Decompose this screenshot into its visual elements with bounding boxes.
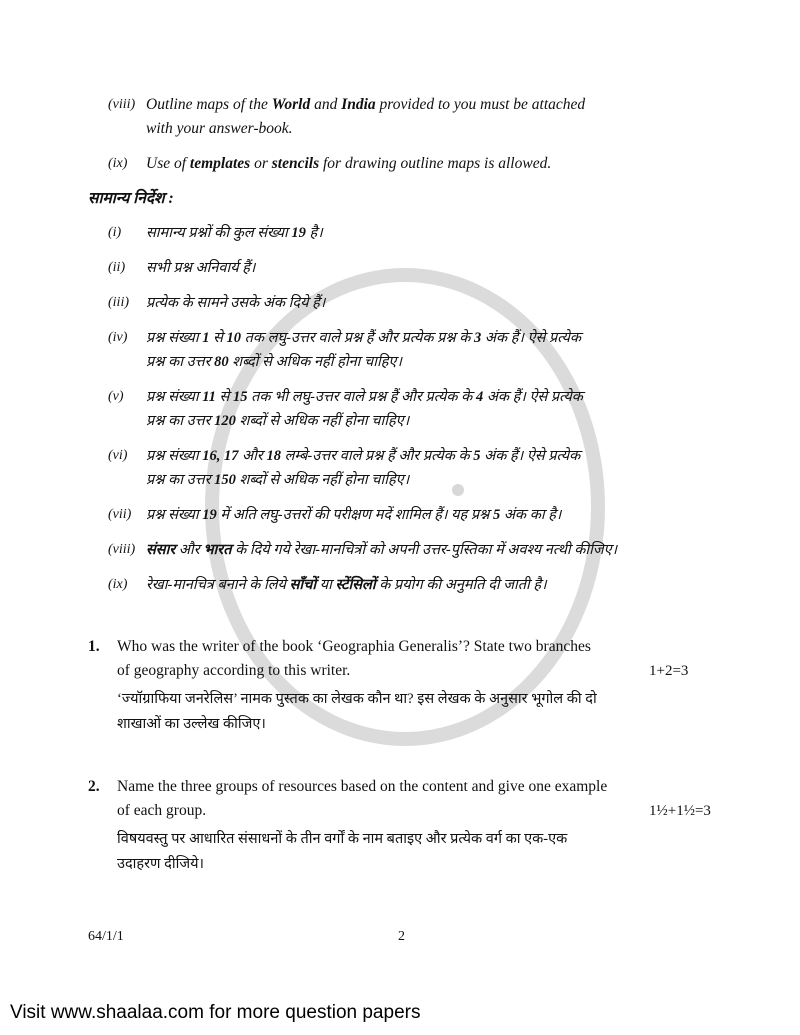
instruction-line: [146, 444, 646, 468]
bold-text: भारत: [203, 542, 232, 558]
instruction-label: (v): [108, 389, 124, 404]
text-segment: रेखा-मानचित्र बनाने के लिये: [146, 577, 290, 593]
instruction-label: (iv): [108, 330, 128, 345]
text-segment: or: [250, 155, 272, 172]
text-segment: Use of: [146, 155, 190, 172]
instruction-item: [108, 256, 728, 280]
bold-text: 11: [202, 389, 216, 405]
question-english: [117, 775, 711, 823]
instruction-line: [146, 221, 646, 245]
text-segment: अंक हैं। ऐसे प्रत्येक: [480, 448, 581, 464]
text-segment: प्रश्न संख्या: [146, 507, 203, 523]
instruction-line: [146, 409, 646, 433]
instruction-label: (viii): [108, 542, 136, 557]
question-marks: 1+2=3: [649, 663, 689, 679]
question-item: [88, 775, 728, 877]
hindi-heading: सामान्य निर्देश :: [88, 190, 174, 207]
text-segment: with your answer-book.: [146, 120, 293, 137]
question-text-hi: विषयवस्तु पर आधारित संसाधनों के तीन वर्गों के नाम बताइए और प्रत्येक वर्ग का एक-एक: [117, 831, 568, 847]
instruction-line: [146, 117, 646, 141]
question-text-hi: उदाहरण दीजिये।: [117, 856, 205, 872]
instruction-item: [108, 291, 728, 315]
instruction-line: [146, 503, 646, 527]
text-segment: लम्बे-उत्तर वाले प्रश्न हैं और प्रत्येक के: [280, 448, 474, 464]
instruction-line: [146, 468, 646, 492]
question-hindi: [117, 827, 711, 877]
text-segment: शब्दों से अधिक नहीं होना चाहिए।: [228, 354, 402, 370]
bold-text: 10: [226, 330, 242, 346]
instruction-line: [146, 350, 646, 374]
questions: [88, 635, 728, 877]
text-segment: सभी प्रश्न अनिवार्य हैं।: [146, 260, 256, 276]
question-hindi: [117, 687, 688, 737]
text-segment: तक भी लघु-उत्तर वाले प्रश्न हैं और प्रत्येक के: [247, 389, 476, 405]
text-segment: प्रत्येक के सामने उसके अंक दिये हैं।: [146, 295, 326, 311]
text-segment: अंक का है।: [500, 507, 562, 523]
bold-text: 19: [202, 507, 217, 523]
text-segment: तक लघु-उत्तर वाले प्रश्न हैं और प्रत्येक प्रश्न के: [241, 330, 475, 346]
text-segment: शब्दों से अधिक नहीं होना चाहिए।: [235, 472, 410, 488]
question-text-en: Name the three groups of resources based on the content and give one example: [117, 778, 608, 795]
question-body: [117, 635, 688, 737]
instruction-line: [146, 538, 646, 562]
instruction-item: [108, 326, 728, 374]
instruction-label: (ix): [108, 577, 128, 592]
instruction-line: [146, 256, 646, 280]
bold-text: 5: [473, 448, 481, 464]
bold-text: 16, 17: [202, 448, 239, 464]
instruction-line: [146, 385, 646, 409]
bold-text: 4: [475, 389, 484, 405]
bold-text: 120: [214, 413, 236, 429]
text-segment: से: [209, 330, 227, 346]
instruction-text: [146, 503, 646, 527]
instruction-text: [146, 256, 646, 280]
text-segment: अंक हैं। ऐसे प्रत्येक: [483, 389, 583, 405]
instruction-line: [146, 93, 646, 117]
text-segment: में अति लघु-उत्तरों की परीक्षण मदें शामिल हैं। यह प्रश्न: [216, 507, 493, 523]
question-text-en: Who was the writer of the book ‘Geographia Generalis’? State two branches: [117, 638, 591, 655]
instruction-text: [146, 93, 646, 141]
instruction-label: (vii): [108, 507, 132, 522]
question-number: 1.: [88, 638, 100, 655]
text-segment: से: [215, 389, 233, 405]
text-segment: प्रश्न का उत्तर: [146, 354, 215, 370]
text-segment: provided to you must be attached: [375, 96, 586, 113]
question-text-hi: ‘ज्यॉग्राफिया जनरेलिस’ नामक पुस्तक का लेखक कौन था? इस लेखक के अनुसार भूगोल की दो: [117, 691, 597, 707]
instruction-label: (i): [108, 225, 122, 240]
question-marks: 1½+1½=3: [649, 803, 711, 819]
text-segment: Outline maps of the: [146, 96, 272, 113]
footer: [88, 927, 728, 947]
instruction-item: [108, 221, 728, 245]
question-english-lines: [117, 635, 637, 683]
bold-text: स्टेंसिलों: [335, 577, 376, 593]
bold-text: साँचों: [289, 577, 317, 593]
hindi-instructions: [88, 221, 728, 597]
instruction-line: [146, 291, 646, 315]
text-segment: के दिये गये रेखा-मानचित्रों को अपनी उत्तर-पुस्तिका में अवश्य नत्थी कीजिए।: [231, 542, 618, 558]
instruction-line: [146, 152, 646, 176]
instruction-text: [146, 538, 646, 562]
instruction-item: [108, 503, 728, 527]
text-segment: और: [175, 542, 204, 558]
bold-text: templates: [189, 155, 251, 172]
text-segment: प्रश्न संख्या: [146, 389, 203, 405]
text-segment: and: [310, 96, 342, 113]
bold-text: 15: [232, 389, 248, 405]
instruction-text: [146, 291, 646, 315]
english-instructions: [88, 93, 728, 176]
instruction-item: [108, 152, 728, 176]
instruction-item: [108, 444, 728, 492]
instruction-item: [108, 538, 728, 562]
paper-code: 64/1/1: [88, 929, 124, 944]
instruction-label: (ii): [108, 260, 126, 275]
text-segment: प्रश्न का उत्तर: [146, 472, 215, 488]
instruction-label: (viii): [108, 97, 136, 112]
text-segment: for drawing outline maps is allowed.: [319, 155, 552, 172]
text-segment: अंक हैं। ऐसे प्रत्येक: [481, 330, 582, 346]
instruction-text: [146, 152, 646, 176]
bold-text: stencils: [271, 155, 320, 172]
instruction-label: (vi): [108, 448, 128, 463]
instruction-text: [146, 444, 646, 492]
text-segment: शब्दों से अधिक नहीं होना चाहिए।: [235, 413, 410, 429]
page-number: 2: [398, 929, 405, 944]
question-number: 2.: [88, 778, 100, 795]
question-text-hi: शाखाओं का उल्लेख कीजिए।: [117, 716, 266, 732]
instruction-label: (ix): [108, 156, 128, 171]
instruction-text: [146, 573, 646, 597]
question-english: [117, 635, 688, 683]
text-segment: प्रश्न संख्या: [146, 448, 203, 464]
question-english-lines: [117, 775, 637, 823]
question-text-en: of each group.: [117, 802, 207, 819]
question-text-en: of geography according to this writer.: [117, 662, 351, 679]
bold-text: 150: [214, 472, 236, 488]
text-segment: प्रश्न संख्या: [146, 330, 203, 346]
question-body: [117, 775, 711, 877]
text-segment: के प्रयोग की अनुमति दी जाती है।: [375, 577, 547, 593]
bold-text: 5: [492, 507, 501, 523]
content: [88, 93, 728, 947]
instruction-line: [146, 573, 646, 597]
bold-text: 1: [202, 330, 210, 346]
instruction-item: [108, 385, 728, 433]
text-segment: और: [238, 448, 267, 464]
instruction-item: [108, 573, 728, 597]
bold-text: संसार: [146, 542, 176, 558]
bold-text: World: [271, 96, 311, 113]
instruction-text: [146, 221, 646, 245]
instruction-item: [108, 93, 728, 141]
bottom-banner-link[interactable]: Visit www.shaalaa.com for more question papers: [10, 1002, 421, 1023]
bold-text: India: [341, 96, 376, 113]
instruction-text: [146, 326, 646, 374]
text-segment: या: [316, 577, 336, 593]
text-segment: सामान्य प्रश्नों की कुल संख्या: [146, 225, 292, 241]
bold-text: 3: [474, 330, 482, 346]
instruction-label: (iii): [108, 295, 129, 310]
text-segment: है।: [305, 225, 323, 241]
bold-text: 80: [214, 354, 229, 370]
text-segment: प्रश्न का उत्तर: [146, 413, 215, 429]
bold-text: 19: [291, 225, 306, 241]
bold-text: 18: [266, 448, 281, 464]
instruction-line: [146, 326, 646, 350]
question-item: [88, 635, 728, 737]
instruction-text: [146, 385, 646, 433]
